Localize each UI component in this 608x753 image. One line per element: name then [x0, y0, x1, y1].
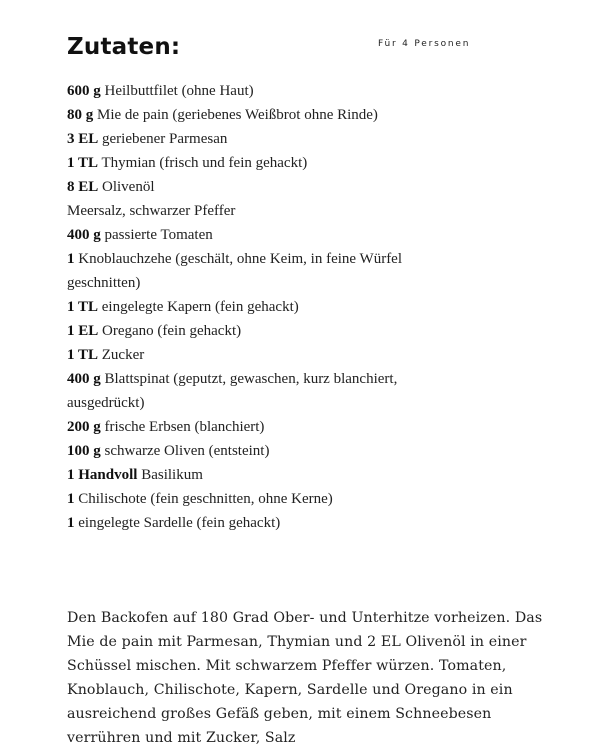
ingredient-amount: 1 EL	[67, 323, 99, 339]
preparation-text: Den Backofen auf 180 Grad Ober- und Unterhitze vorheizen. Das Mie de pain mit Parmesan, Thymian und 2 EL Olivenöl in einer Schüssel mischen. Mit schwarzem Pfeffer würzen. Tomaten, Knoblauch, Chilischote, Kapern, Sardelle und Oregano in ein ausreichend großes Gefäß geben, mit einem Schneebesen verrühren und mit Zucker, Salz	[67, 610, 543, 746]
ingredient-item	[67, 151, 437, 175]
ingredient-text: passierte Tomaten	[104, 227, 213, 243]
ingredient-text: Basilikum	[141, 467, 203, 483]
ingredient-item	[67, 511, 437, 535]
ingredient-item	[67, 199, 437, 223]
ingredient-amount: 1	[67, 251, 75, 267]
ingredient-amount: 100 g	[67, 443, 101, 459]
ingredient-amount: 3 EL	[67, 131, 99, 147]
ingredient-item	[67, 367, 437, 415]
ingredient-amount: 1 Handvoll	[67, 467, 138, 483]
ingredient-text: Heilbuttfilet (ohne Haut)	[104, 83, 254, 99]
ingredient-text: eingelegte Sardelle (fein gehackt)	[78, 515, 281, 531]
ingredient-text: Meersalz, schwarzer Pfeffer	[67, 203, 236, 219]
ingredient-text: Oregano (fein gehackt)	[102, 323, 242, 339]
ingredient-text: Mie de pain (geriebenes Weißbrot ohne Rinde)	[97, 107, 378, 123]
ingredient-amount: 400 g	[67, 227, 101, 243]
ingredient-text: schwarze Oliven (entsteint)	[104, 443, 270, 459]
ingredient-text: Knoblauchzehe (geschält, ohne Keim, in feine Würfel geschnitten)	[67, 251, 403, 291]
ingredient-amount: 1 TL	[67, 347, 98, 363]
ingredient-amount: 1	[67, 515, 75, 531]
ingredient-item	[67, 127, 437, 151]
ingredients-heading: Zutaten:	[67, 34, 181, 60]
ingredient-item	[67, 79, 437, 103]
ingredient-text: geriebener Parmesan	[102, 131, 228, 147]
ingredient-item	[67, 247, 437, 295]
ingredient-text: Chilischote (fein geschnitten, ohne Kerne)	[78, 491, 333, 507]
ingredient-item	[67, 295, 437, 319]
ingredient-amount: 1 TL	[67, 155, 98, 171]
ingredient-list	[67, 79, 437, 535]
ingredient-amount: 1	[67, 491, 75, 507]
ingredient-amount: 80 g	[67, 107, 94, 123]
ingredient-text: Thymian (frisch und fein gehackt)	[101, 155, 308, 171]
ingredient-item	[67, 223, 437, 247]
ingredient-amount: 8 EL	[67, 179, 99, 195]
ingredient-amount: 600 g	[67, 83, 101, 99]
servings-label: Für 4 Personen	[378, 39, 471, 49]
ingredient-item	[67, 319, 437, 343]
ingredient-item	[67, 175, 437, 199]
ingredient-item	[67, 343, 437, 367]
ingredient-text: Olivenöl	[102, 179, 155, 195]
ingredient-text: frische Erbsen (blanchiert)	[104, 419, 265, 435]
ingredient-item	[67, 439, 437, 463]
ingredient-text: Blattspinat (geputzt, gewaschen, kurz blanchiert, ausgedrückt)	[67, 371, 398, 411]
ingredient-item	[67, 463, 437, 487]
ingredient-item	[67, 415, 437, 439]
ingredient-amount: 400 g	[67, 371, 101, 387]
ingredient-item	[67, 103, 437, 127]
ingredient-item	[67, 487, 437, 511]
ingredient-text: eingelegte Kapern (fein gehackt)	[101, 299, 299, 315]
ingredient-text: Zucker	[101, 347, 145, 363]
ingredient-amount: 1 TL	[67, 299, 98, 315]
ingredient-amount: 200 g	[67, 419, 101, 435]
